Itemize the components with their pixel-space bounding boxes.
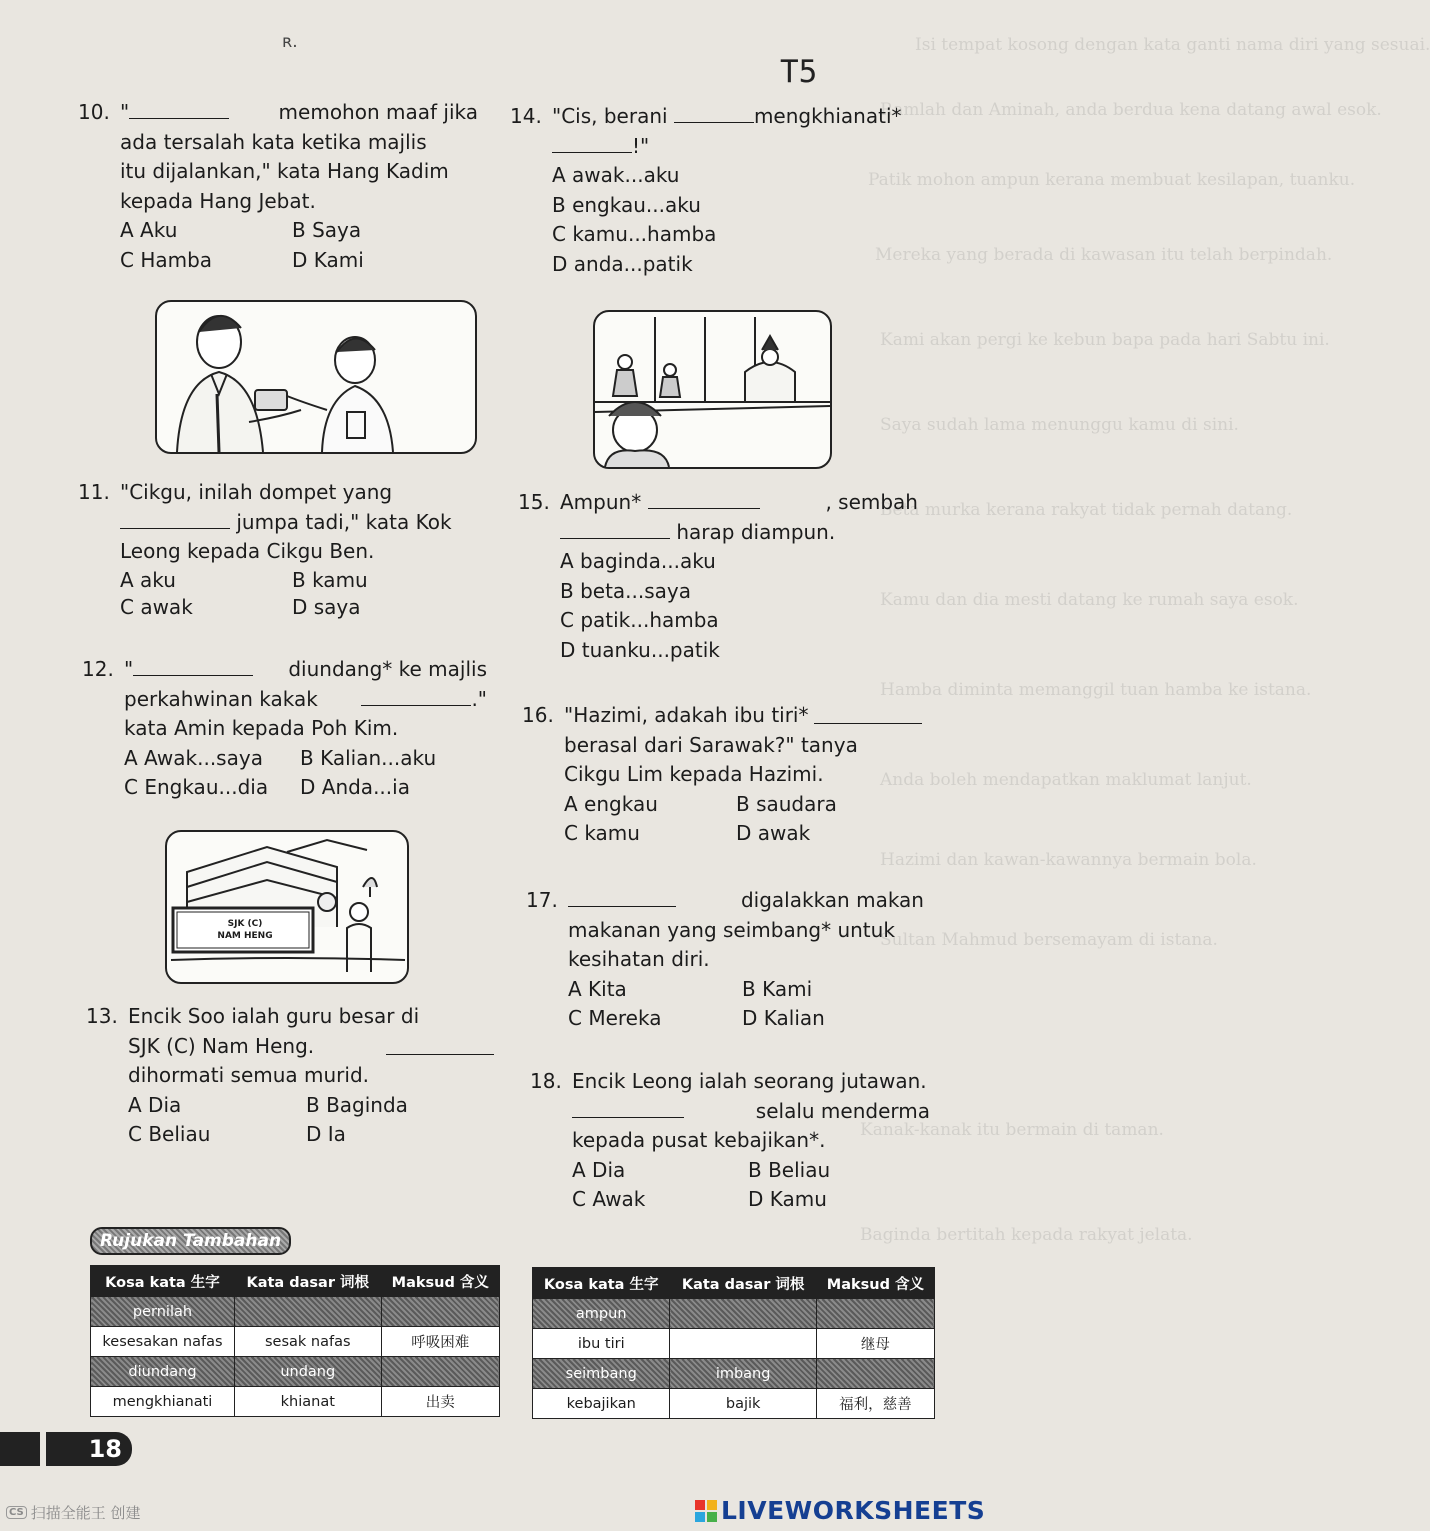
stem-text: "Cis, berani — [552, 104, 668, 128]
stem-text: Encik Leong ialah seorang jutawan. — [572, 1069, 927, 1093]
table-cell: diundang — [91, 1357, 235, 1387]
table-row — [91, 1357, 500, 1387]
ghost-line: Anda boleh mendapatkan maklumat lanjut. — [880, 770, 1252, 790]
brand-logo — [695, 1496, 985, 1525]
option-b[interactable]: B engkau...aku — [552, 192, 701, 217]
table-row — [91, 1297, 500, 1327]
table-row — [533, 1389, 935, 1419]
ghost-line: Mereka yang berada di kawasan itu telah berpindah. — [875, 245, 1333, 265]
answer-blank[interactable] — [674, 104, 754, 123]
stem-text: berasal dari Sarawak?" tanya — [564, 732, 858, 757]
ghost-line: Ramlah dan Aminah, anda berdua kena datang awal esok. — [880, 100, 1382, 120]
table-cell: 福利，慈善 — [816, 1389, 934, 1419]
option-a[interactable]: A baginda...aku — [560, 549, 716, 573]
answer-blank[interactable] — [648, 490, 760, 509]
stem-text: perkahwinan kakak — [124, 686, 318, 711]
table-cell: undang — [234, 1357, 381, 1387]
ghost-line: Baginda bertitah kepada rakyat jelata. — [860, 1225, 1193, 1245]
ghost-line: Hamba diminta memanggil tuan hamba ke istana. — [880, 680, 1312, 700]
option-d[interactable]: D Ia — [306, 1122, 346, 1146]
reference-table-right — [532, 1267, 935, 1419]
question-14 — [510, 102, 910, 279]
ghost-line: Kamu dan dia mesti datang ke rumah saya esok. — [880, 590, 1299, 610]
column-header: Kata dasar 词根 — [234, 1266, 381, 1297]
sign-line: SJK (C) — [227, 919, 263, 929]
stem-text: selalu menderma — [755, 1098, 930, 1123]
stem-text: kesihatan diri. — [568, 947, 710, 971]
option-a[interactable]: A Awak...saya — [124, 745, 263, 770]
page-tab-bar — [0, 1432, 40, 1466]
stem-text: , sembah — [825, 490, 918, 514]
stem-text: "Hazimi, adakah ibu tiri* — [564, 703, 809, 727]
table-cell: 继母 — [816, 1329, 934, 1359]
option-b[interactable]: B Saya — [292, 218, 362, 242]
option-a[interactable]: A Kita — [568, 976, 627, 1001]
liveworksheets-icon — [695, 1500, 717, 1522]
stem-text: "Cikgu, inilah dompet yang — [120, 480, 393, 504]
stem-text: Encik Soo ialah guru besar di — [128, 1004, 420, 1028]
question-17 — [526, 886, 924, 1034]
question-12 — [82, 655, 487, 803]
table-cell: mengkhianati — [91, 1387, 235, 1417]
question-16 — [522, 701, 922, 849]
answer-blank[interactable] — [572, 1099, 684, 1118]
school-drawing — [167, 832, 407, 982]
stem-text: Leong kepada Cikgu Ben. — [120, 539, 375, 563]
option-c[interactable]: C kamu...hamba — [552, 222, 717, 246]
stem-text: jumpa tadi," kata Kok — [236, 509, 452, 534]
option-a[interactable]: A awak...aku — [552, 163, 680, 187]
table-cell — [381, 1297, 499, 1327]
option-a[interactable]: A Aku — [120, 218, 178, 242]
question-number: 15. — [518, 490, 550, 514]
question-11 — [78, 478, 483, 621]
answer-blank[interactable] — [361, 687, 471, 706]
option-c[interactable]: C patik...hamba — [560, 608, 719, 632]
answer-blank[interactable] — [129, 100, 229, 119]
option-c[interactable]: C Hamba — [120, 247, 213, 272]
question-13 — [86, 1002, 494, 1150]
option-b[interactable]: B kamu — [292, 567, 368, 592]
option-d[interactable]: D Kalian — [742, 1006, 825, 1030]
table-row — [91, 1387, 500, 1417]
stem-text: SJK (C) Nam Heng. — [128, 1033, 315, 1058]
option-b[interactable]: B Beliau — [748, 1157, 831, 1182]
option-a[interactable]: A aku — [120, 567, 176, 592]
ghost-line: Sultan Mahmud bersemayam di istana. — [880, 930, 1218, 950]
table-cell — [670, 1329, 816, 1359]
question-15 — [518, 488, 918, 665]
ghost-line: Patik mohon ampun kerana membuat kesilapan, tuanku. — [868, 170, 1356, 190]
column-header: Kosa kata 生字 — [533, 1268, 670, 1299]
stem-text: !" — [632, 133, 650, 158]
table-cell — [381, 1357, 499, 1387]
stem-text: itu dijalankan," kata Hang Kadim — [120, 159, 449, 183]
ghost-line: Beta murka kerana rakyat tidak pernah datang. — [880, 500, 1293, 520]
answer-blank[interactable] — [560, 520, 670, 539]
stem-text: kepada pusat kebajikan*. — [572, 1128, 826, 1152]
stem-text: Ampun* — [560, 490, 642, 514]
scanner-text: 扫描全能王 创建 — [30, 1504, 141, 1522]
illustration-teacher-student — [155, 300, 477, 454]
table-cell: bajik — [670, 1389, 816, 1419]
option-d[interactable]: D Kamu — [748, 1187, 827, 1211]
ghost-line: Kami akan pergi ke kebun bapa pada hari Sabtu ini. — [880, 330, 1330, 350]
column-header: Kata dasar 词根 — [670, 1268, 816, 1299]
question-number: 14. — [510, 104, 542, 128]
answer-blank[interactable] — [568, 888, 676, 907]
table-cell — [234, 1297, 381, 1327]
column-header: Kosa kata 生字 — [91, 1266, 235, 1297]
table-cell: 呼吸困难 — [381, 1327, 499, 1357]
question-number: 10. — [78, 100, 110, 124]
stem-text: digalakkan makan — [740, 888, 924, 912]
stem-text: memohon maaf jika — [278, 100, 478, 124]
table-cell: sesak nafas — [234, 1327, 381, 1357]
option-a[interactable]: A engkau — [564, 791, 658, 816]
stem-text: ada tersalah kata ketika majlis — [120, 129, 427, 154]
reference-table-left — [90, 1265, 500, 1417]
option-c[interactable]: C awak — [120, 594, 193, 619]
stem-text: diundang* ke majlis — [288, 657, 487, 681]
page-number: 18 — [46, 1432, 132, 1466]
option-c[interactable]: C Engkau...dia — [124, 775, 269, 799]
palace-drawing — [595, 312, 830, 467]
stem-text: makanan yang seimbang* untuk — [568, 917, 895, 942]
stem-text: kata Amin kepada Poh Kim. — [124, 716, 399, 740]
question-number: 17. — [526, 888, 558, 912]
answer-blank[interactable] — [386, 1036, 494, 1055]
option-b[interactable]: B saudara — [736, 791, 837, 816]
option-d[interactable]: D tuanku...patik — [560, 637, 720, 662]
teacher-student-drawing — [157, 302, 475, 452]
table-row — [91, 1327, 500, 1357]
camscanner-icon: CS — [6, 1506, 27, 1519]
table-row — [533, 1329, 935, 1359]
option-a[interactable]: A Dia — [572, 1157, 626, 1182]
answer-blank[interactable] — [552, 134, 632, 153]
school-sign — [195, 918, 295, 942]
table-cell — [670, 1299, 816, 1329]
question-number: 18. — [530, 1069, 562, 1093]
ghost-line: Isi tempat kosong dengan kata ganti nama diri yang sesuai. — [915, 35, 1430, 55]
top-mark: ʀ. — [282, 32, 298, 52]
question-number: 12. — [82, 657, 114, 681]
table-row — [533, 1359, 935, 1389]
table-cell: kebajikan — [533, 1389, 670, 1419]
quote-mark: " — [120, 100, 130, 124]
stem-text: harap diampun. — [676, 519, 836, 544]
table-cell: imbang — [670, 1359, 816, 1389]
table-cell: kesesakan nafas — [91, 1327, 235, 1357]
column-header: Maksud 含义 — [381, 1266, 499, 1297]
quote-mark: ." — [471, 686, 487, 711]
table-cell: 出卖 — [381, 1387, 499, 1417]
table-cell: ibu tiri — [533, 1329, 670, 1359]
option-d[interactable]: D anda...patik — [552, 251, 693, 276]
illustration-palace — [593, 310, 832, 469]
ghost-line: Saya sudah lama menunggu kamu di sini. — [880, 415, 1239, 435]
answer-blank[interactable] — [120, 510, 230, 529]
sign-line: NAM HENG — [217, 931, 273, 941]
table-row — [533, 1299, 935, 1329]
answer-blank[interactable] — [133, 657, 253, 676]
table-cell: ampun — [533, 1299, 670, 1329]
stem-text: Cikgu Lim kepada Hazimi. — [564, 762, 824, 786]
handwritten-label: T5 — [780, 54, 818, 90]
ghost-line: Hazimi dan kawan-kawannya bermain bola. — [880, 850, 1257, 870]
option-c[interactable]: C Mereka — [568, 1006, 662, 1030]
ghost-line: Kanak-kanak itu bermain di taman. — [860, 1120, 1164, 1140]
question-number: 16. — [522, 703, 554, 727]
table-cell — [816, 1359, 934, 1389]
option-b[interactable]: B Kami — [742, 976, 813, 1001]
question-number: 11. — [78, 480, 110, 504]
answer-blank[interactable] — [814, 705, 922, 724]
option-d[interactable]: D awak — [736, 821, 811, 845]
option-b[interactable]: B beta...saya — [560, 578, 692, 603]
question-number: 13. — [86, 1004, 118, 1028]
question-18 — [530, 1067, 930, 1215]
option-b[interactable]: B Baginda — [306, 1092, 408, 1117]
table-cell: seimbang — [533, 1359, 670, 1389]
stem-text: dihormati semua murid. — [128, 1063, 370, 1087]
option-b[interactable]: B Kalian...aku — [300, 745, 437, 770]
option-c[interactable]: C Beliau — [128, 1122, 211, 1146]
question-10 — [78, 98, 478, 275]
illustration-school — [165, 830, 409, 984]
brand-name: LIVEWORKSHEETS — [721, 1496, 986, 1525]
reference-title: Rujukan Tambahan — [90, 1227, 291, 1255]
quote-mark: " — [124, 657, 134, 681]
option-d[interactable]: D Kami — [292, 247, 364, 272]
scanner-watermark — [6, 1502, 141, 1523]
option-a[interactable]: A Dia — [128, 1092, 182, 1117]
option-c[interactable]: C kamu — [564, 821, 640, 845]
column-header: Maksud 含义 — [816, 1268, 934, 1299]
table-cell — [816, 1299, 934, 1329]
table-cell: khianat — [234, 1387, 381, 1417]
option-c[interactable]: C Awak — [572, 1187, 646, 1211]
stem-text: mengkhianati* — [753, 104, 902, 128]
option-d[interactable]: D saya — [292, 594, 361, 619]
option-d[interactable]: D Anda...ia — [300, 775, 410, 799]
stem-text: kepada Hang Jebat. — [120, 188, 316, 213]
table-cell: pernilah — [91, 1297, 235, 1327]
